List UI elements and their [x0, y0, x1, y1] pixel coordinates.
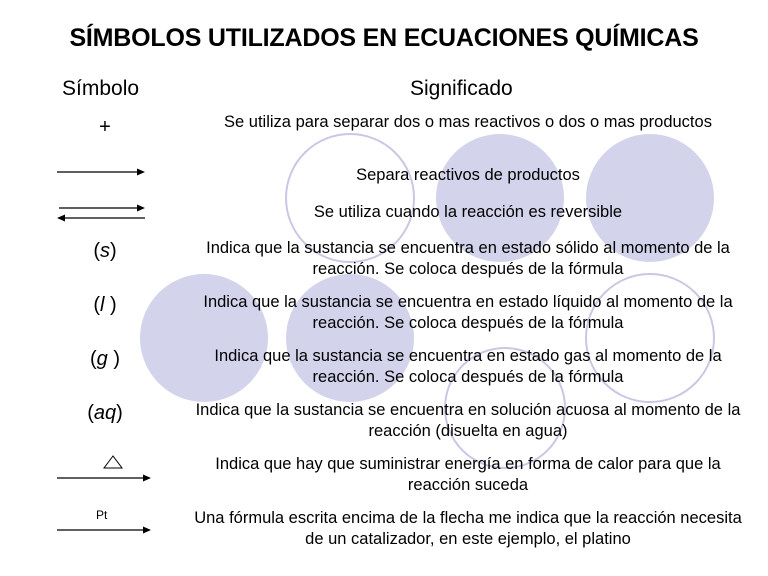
catalyst-arrow-icon [55, 524, 155, 536]
plus-symbol: + [99, 116, 111, 138]
open-paren: ( [93, 240, 100, 262]
open-paren: ( [93, 294, 100, 316]
meaning-text: Indica que hay que suministrar energía en forma de calor para que la reacción suceda [215, 455, 721, 494]
open-paren: ( [87, 402, 94, 424]
meaning-text: Una fórmula escrita encima de la flecha me indica que la reacción necesita de un catalizador, en este ejemplo, el platino [194, 509, 742, 548]
meaning-text: Se utiliza para separar dos o mas reactivos o dos o mas productos [224, 113, 712, 131]
page-title: SÍMBOLOS UTILIZADOS EN ECUACIONES QUÍMICAS [69, 24, 699, 52]
symbol-letter: g [96, 348, 114, 370]
meaning-text: Indica que la sustancia se encuentra en estado líquido al momento de la reacción. Se coloca después de la fórmula [203, 293, 733, 332]
meaning-text: Indica que la sustancia se encuentra en solución acuosa al momento de la reacción (disuelta en agua) [195, 401, 741, 440]
symbol-letter: l [100, 294, 110, 316]
meaning-text: Indica que la sustancia se encuentra en estado gas al momento de la reacción. Se coloca después de la fórmula [214, 347, 722, 386]
meaning-column-header: Significado [410, 77, 513, 100]
aqueous-state-symbol [40, 402, 170, 425]
meaning-text: Indica que la sustancia se encuentra en estado sólido al momento de la reacción. Se coloca después de la fórmula [206, 239, 730, 278]
meaning-text: Separa reactivos de productos [356, 166, 580, 184]
symbol-column-header: Símbolo [62, 77, 140, 100]
meaning-text: Se utiliza cuando la reacción es reversible [313, 203, 623, 221]
catalyst-label: Pt [96, 508, 108, 522]
close-paren: ) [116, 402, 123, 424]
right-arrow-icon [55, 165, 147, 179]
open-paren: ( [89, 348, 97, 370]
solid-state-symbol [40, 240, 170, 263]
gas-state-symbol [40, 348, 170, 371]
close-paren: ) [110, 294, 117, 316]
symbol-letter: s [100, 240, 110, 262]
liquid-state-symbol [40, 294, 170, 317]
reversible-arrows-icon [55, 202, 147, 224]
close-paren: ) [113, 348, 121, 370]
symbol-letter: aq [93, 402, 117, 424]
triangle-heat-arrow-icon [55, 454, 155, 484]
close-paren: ) [110, 240, 117, 262]
